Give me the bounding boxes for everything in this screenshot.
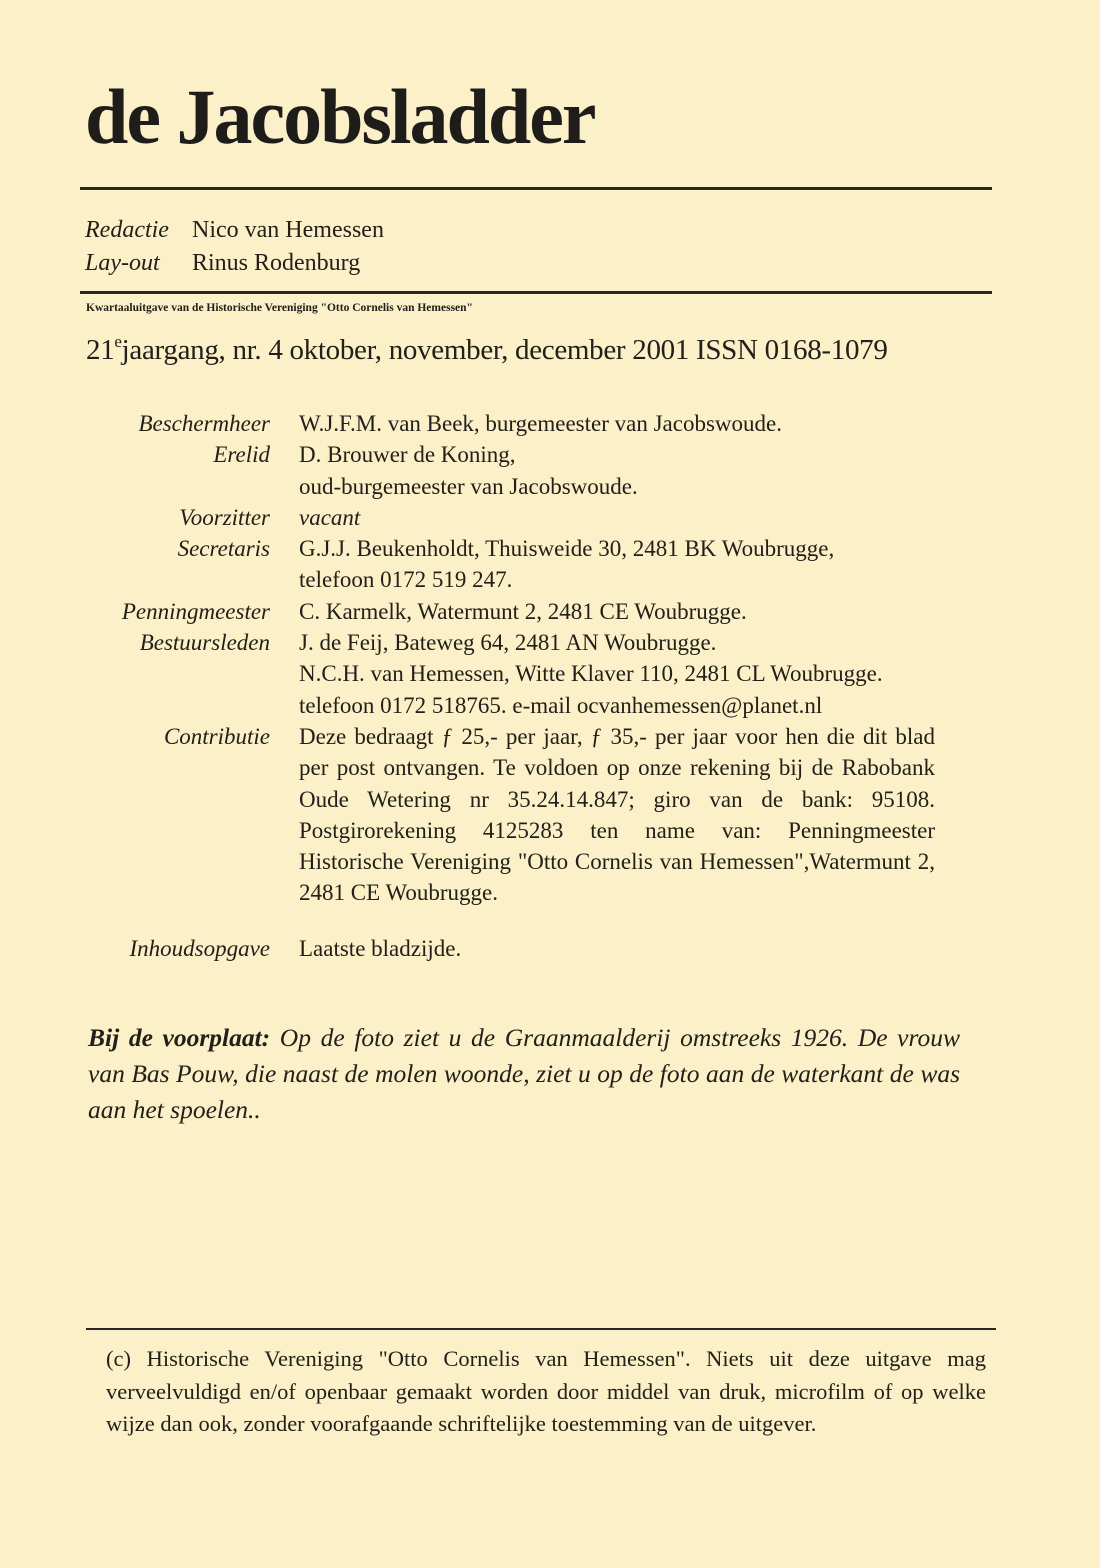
board-label: Contributie xyxy=(163,723,270,749)
volume-suffix: e xyxy=(114,332,122,351)
issue-line xyxy=(86,330,888,370)
board-value xyxy=(299,933,935,964)
copyright-notice: (c) Historische Vereniging "Otto Cornelis van Hemessen". Niets uit deze uitgave mag verveelvuldigd en/of openbaar gemaakt worden door middel van druk, microfilm of op welke wijze dan ook, zonder voorafgaande schriftelijke toestemming van de uitgever. xyxy=(106,1346,986,1436)
board-row xyxy=(85,408,945,439)
board-label: Bestuursleden xyxy=(139,630,270,656)
staff-name: Rinus Rodenburg xyxy=(192,250,361,276)
copyright-divider xyxy=(86,1328,996,1330)
board-value xyxy=(299,533,935,596)
board-row xyxy=(85,502,945,533)
board-row xyxy=(85,933,945,964)
volume-number: 21 xyxy=(86,334,115,366)
staff-divider xyxy=(80,291,992,294)
board-row xyxy=(85,627,945,721)
board-line: D. Brouwer de Koning, xyxy=(299,442,516,468)
board-row xyxy=(85,439,945,502)
board-line: N.C.H. van Hemessen, Witte Klaver 110, 2481 CL Woubrugge. xyxy=(299,661,883,687)
board-label: Inhoudsopgave xyxy=(129,935,270,961)
board-value xyxy=(299,627,935,721)
cover-note-text: Op de foto ziet u de Graanmaalderij omstreeks 1926. De vrouw van Bas Pouw, die naast de molen woonde, ziet u op de foto aan de waterkant de was aan het spoelen.. xyxy=(88,1023,960,1124)
board-line: Laatste bladzijde. xyxy=(299,935,462,961)
staff-role: Redactie xyxy=(85,217,169,243)
magazine-title: de Jacobsladder xyxy=(85,73,595,160)
board-line: G.J.J. Beukenholdt, Thuisweide 30, 2481 BK Woubrugge, xyxy=(299,536,835,562)
board-line: telefoon 0172 518765. e-mail ocvanhemessen@planet.nl xyxy=(299,692,823,718)
board-label: Penningmeester xyxy=(121,598,270,624)
staff-name: Nico van Hemessen xyxy=(192,217,384,243)
board-line: vacant xyxy=(299,504,361,530)
board-value xyxy=(299,439,935,502)
board-label: Secretaris xyxy=(177,536,270,562)
staff-role: Lay-out xyxy=(85,250,160,276)
publisher-tagline: Kwartaaluitgave van de Historische Vereniging "Otto Cornelis van Hemessen" xyxy=(86,302,473,314)
staff-row-editor xyxy=(85,214,384,247)
board-list xyxy=(85,408,945,964)
staff-row-layout xyxy=(85,247,360,280)
board-row xyxy=(85,596,945,627)
board-label: Beschermheer xyxy=(138,411,270,436)
cover-note-heading: Bij de voorplaat: xyxy=(88,1023,271,1052)
board-row xyxy=(85,533,945,596)
cover-note xyxy=(88,1020,960,1128)
board-label: Erelid xyxy=(213,442,270,468)
title-divider xyxy=(80,187,992,190)
board-value xyxy=(299,408,935,439)
board-value xyxy=(299,502,935,533)
board-line: C. Karmelk, Watermunt 2, 2481 CE Woubrugge. xyxy=(299,598,747,624)
board-line: W.J.F.M. van Beek, burgemeester van Jacobswoude. xyxy=(299,411,782,436)
board-line: oud-burgemeester van Jacobswoude. xyxy=(299,473,638,499)
board-label: Voorzitter xyxy=(179,504,270,530)
issue-details: jaargang, nr. 4 oktober, november, december 2001 ISSN 0168-1079 xyxy=(121,334,888,366)
board-row xyxy=(85,721,945,909)
board-value xyxy=(299,596,935,627)
board-line: telefoon 0172 519 247. xyxy=(299,567,513,593)
board-line: J. de Feij, Bateweg 64, 2481 AN Woubrugge. xyxy=(299,630,717,656)
board-value: Deze bedraagt ƒ 25,- per jaar, ƒ 35,- per jaar voor hen die dit blad per post ontvangen. Te voldoen op onze rekening bij de Rabobank Oude Wetering nr 35.24.14.847; giro van de bank: 95108. Postgirorekening 4125283 ten name van: Penningmeester Historische Vereniging "Otto Cornelis van Hemessen",Watermunt 2, 2481 CE Woubrugge. xyxy=(299,723,935,906)
